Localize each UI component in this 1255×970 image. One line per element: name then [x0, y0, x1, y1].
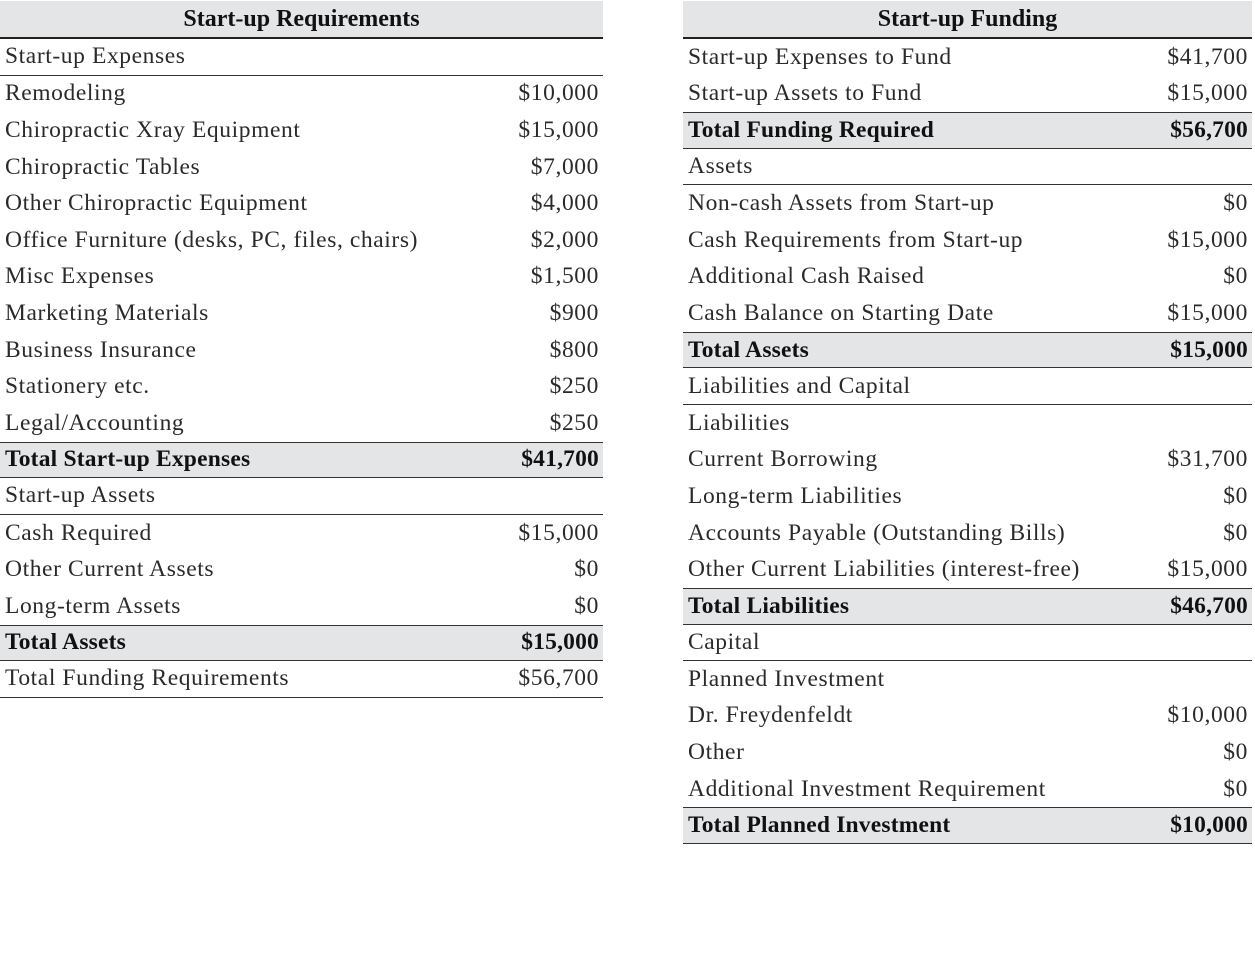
- row-label: Liabilities and Capital: [688, 372, 911, 399]
- row-label: Business Insurance: [5, 336, 197, 363]
- table-row: [683, 259, 1252, 296]
- table-row: [683, 698, 1252, 735]
- row-label: Capital: [688, 628, 761, 655]
- row-label: Office Furniture (desks, PC, files, chairs): [5, 226, 419, 253]
- row-label: Other Chiropractic Equipment: [5, 190, 308, 217]
- row-label: Total Assets: [5, 629, 127, 656]
- row-value: $56,700: [1170, 116, 1248, 143]
- row-label: Total Assets: [688, 336, 810, 363]
- row-value: $1,500: [530, 263, 599, 290]
- row-value: $15,000: [1167, 556, 1248, 583]
- table-row: [683, 551, 1252, 588]
- row-value: $41,700: [1167, 43, 1248, 70]
- row-value: $0: [574, 592, 599, 619]
- table-row: [683, 771, 1252, 808]
- row-label: Cash Balance on Starting Date: [688, 299, 994, 326]
- table-row: [683, 661, 1252, 698]
- row-label: Accounts Payable (Outstanding Bills): [688, 519, 1066, 546]
- startup-requirements-rows: [0, 39, 603, 698]
- row-value: $15,000: [1167, 80, 1248, 107]
- row-label: Total Liabilities: [688, 592, 850, 619]
- row-value: $46,700: [1170, 592, 1248, 619]
- table-row: [683, 185, 1252, 222]
- row-value: $10,000: [1167, 702, 1248, 729]
- row-value: $0: [574, 556, 599, 583]
- table-row: [0, 551, 603, 588]
- row-value: $10,000: [518, 80, 599, 107]
- row-label: Start-up Assets to Fund: [688, 80, 922, 107]
- row-label: Legal/Accounting: [5, 409, 185, 436]
- row-value: $41,700: [521, 446, 599, 473]
- row-value: $900: [549, 299, 599, 326]
- row-value: $15,000: [518, 519, 599, 546]
- row-label: Marketing Materials: [5, 299, 209, 326]
- row-value: $800: [549, 336, 599, 363]
- section-header-row: [683, 368, 1252, 405]
- row-label: Stationery etc.: [5, 373, 150, 400]
- row-value: $31,700: [1167, 446, 1248, 473]
- row-label: Total Funding Requirements: [5, 665, 290, 692]
- summary-row: [0, 661, 603, 698]
- row-label: Total Start-up Expenses: [5, 446, 251, 473]
- section-header-row: [0, 478, 603, 515]
- row-label: Cash Requirements from Start-up: [688, 226, 1024, 253]
- row-label: Other: [688, 739, 745, 766]
- row-label: Cash Required: [5, 519, 152, 546]
- startup-requirements-table: [0, 1, 603, 698]
- table-row: [0, 222, 603, 259]
- startup-funding-table: [683, 1, 1252, 844]
- row-value: $0: [1223, 519, 1248, 546]
- row-label: Current Borrowing: [688, 446, 878, 473]
- total-row: [683, 112, 1252, 149]
- row-value: $250: [549, 373, 599, 400]
- row-label: Total Funding Required: [688, 116, 935, 143]
- table-row: [0, 295, 603, 332]
- row-label: Other Current Assets: [5, 556, 215, 583]
- row-label: Dr. Freydenfeldt: [688, 702, 853, 729]
- row-value: $2,000: [530, 226, 599, 253]
- table-row: [0, 149, 603, 186]
- row-label: Assets: [688, 153, 753, 180]
- table-row: [683, 734, 1252, 771]
- startup-funding-title: Start-up Funding: [683, 1, 1252, 39]
- row-label: Chiropractic Tables: [5, 153, 201, 180]
- row-label: Start-up Assets: [5, 482, 156, 509]
- row-label: Misc Expenses: [5, 263, 155, 290]
- row-label: Chiropractic Xray Equipment: [5, 116, 301, 143]
- table-row: [683, 478, 1252, 515]
- row-label: Liabilities: [688, 409, 790, 436]
- table-row: [683, 222, 1252, 259]
- table-row: [0, 405, 603, 442]
- row-label: Other Current Liabilities (interest-free): [688, 556, 1080, 583]
- table-row: [0, 112, 603, 149]
- row-label: Additional Investment Requirement: [688, 775, 1046, 802]
- row-value: $250: [549, 409, 599, 436]
- total-row: [0, 442, 603, 479]
- table-row: [0, 185, 603, 222]
- row-label: Long-term Assets: [5, 592, 182, 619]
- table-row: [0, 368, 603, 405]
- table-row: [683, 39, 1252, 76]
- row-value: $15,000: [1167, 299, 1248, 326]
- row-label: Start-up Expenses: [5, 43, 186, 70]
- row-label: Additional Cash Raised: [688, 263, 925, 290]
- section-header-row: [0, 39, 603, 76]
- table-row: [0, 259, 603, 296]
- table-row: [0, 332, 603, 369]
- table-row: [683, 405, 1252, 442]
- table-row: [0, 588, 603, 625]
- row-value: $0: [1223, 739, 1248, 766]
- table-row: [683, 515, 1252, 552]
- table-row: [0, 515, 603, 552]
- row-label: Start-up Expenses to Fund: [688, 43, 952, 70]
- total-row: [683, 588, 1252, 625]
- table-row: [683, 442, 1252, 479]
- row-value: $4,000: [530, 190, 599, 217]
- row-value: $0: [1223, 263, 1248, 290]
- row-label: Non-cash Assets from Start-up: [688, 190, 995, 217]
- row-value: $0: [1223, 482, 1248, 509]
- row-value: $15,000: [1167, 226, 1248, 253]
- row-value: $0: [1223, 775, 1248, 802]
- section-header-row: [683, 149, 1252, 186]
- row-value: $10,000: [1170, 812, 1248, 839]
- row-label: Total Planned Investment: [688, 812, 951, 839]
- total-row: [683, 807, 1252, 844]
- startup-funding-rows: [683, 39, 1252, 844]
- row-value: $15,000: [521, 629, 599, 656]
- table-row: [683, 76, 1252, 113]
- row-value: $0: [1223, 190, 1248, 217]
- total-row: [0, 625, 603, 662]
- row-label: Planned Investment: [688, 665, 885, 692]
- row-value: $56,700: [518, 665, 599, 692]
- row-value: $7,000: [530, 153, 599, 180]
- section-header-row: [683, 625, 1252, 662]
- row-label: Long-term Liabilities: [688, 482, 903, 509]
- row-value: $15,000: [518, 116, 599, 143]
- total-row: [683, 332, 1252, 369]
- table-row: [0, 76, 603, 113]
- row-value: $15,000: [1170, 336, 1248, 363]
- table-row: [683, 295, 1252, 332]
- startup-requirements-title: Start-up Requirements: [0, 1, 603, 39]
- row-label: Remodeling: [5, 80, 126, 107]
